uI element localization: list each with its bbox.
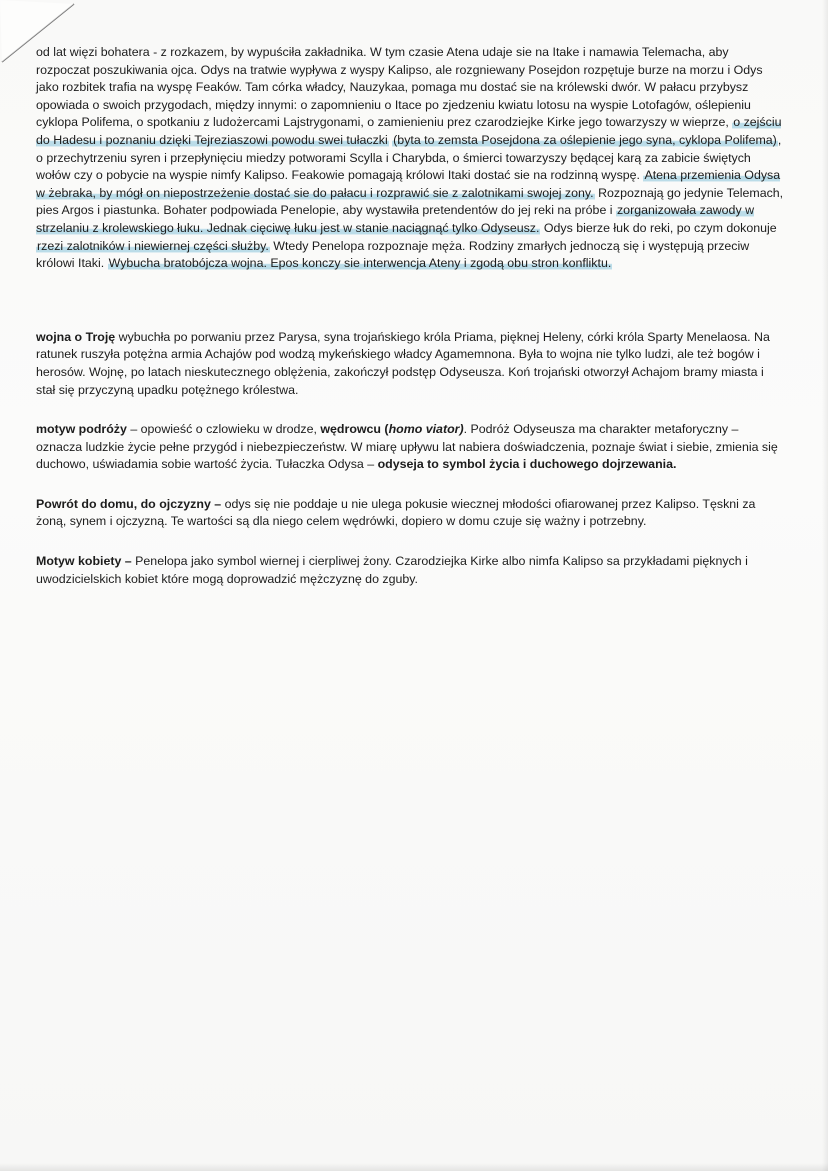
document-body <box>36 44 784 588</box>
page-edge-shadow-bottom <box>0 1163 828 1171</box>
summary-text-5: Odys bierze łuk do reki, po czym dokonuje <box>540 220 777 235</box>
odyssey-symbol-bold: odyseja to symbol życia i duchowego dojrzewania. <box>377 457 677 472</box>
troy-war-paragraph <box>36 329 784 399</box>
journey-motif-paragraph <box>36 421 784 474</box>
odyssey-summary-paragraph <box>36 44 784 273</box>
page-edge-shadow-right <box>822 0 828 1171</box>
highlight-hades: o zejściu do Hadesu i poznaniu dzięki Tejreziaszowi powodu swei tułaczki <box>36 115 782 147</box>
summary-text-4: Rozpoznają go jedynie Telemach, pies Argos i piastunka. Bohater podpowiada Penelopie, aby wystawiła pretendentów do jej reki na próbe i <box>36 185 784 218</box>
troy-war-text: wybuchła po porwaniu przez Parysa, syna trojańskiego króla Priama, pięknej Heleny, córki króla Sparty Menelaosa. Na ratunek ruszyła potężna armia Achajów pod wodzą mykeńskiego władcy Agamemnona. Była to wojna nie tylko ludzi, ale też bogów i herosów. Wojnę, po latach nieskutecznego oblężenia, zakończył podstęp Odyseusza. Koń trojański otworzył Achajom bramy miasta i stał się przyczyną upadku potężnego królestwa. <box>36 329 770 397</box>
journey-motif-heading: motyw podróży <box>36 422 127 437</box>
homecoming-paragraph <box>36 496 784 531</box>
troy-war-heading: wojna o Troję <box>36 329 116 344</box>
highlight-war-ending: Wybucha bratobójcza wojna. Epos konczy sie interwencja Ateny i zgodą obu stron konfliktu. <box>108 256 612 271</box>
summary-text-3: , o przechytrzeniu syren i przepłynięciu miedzy potworami Scylla i Charybda, o śmierci towarzyszy będącej karą za zabicie świętych wołów czy o pobycie na wyspie nimfy Kalipso. Feakowie pomagają królowi Itaki dostać sie na rodzinną wyspę. <box>36 132 782 183</box>
homecoming-heading: Powrót do domu, do ojczyzny – <box>36 496 222 511</box>
highlight-athena-beggar: Atena przemienia Odysa w żebraka, by mógł on niepostrzeżenie dostać sie do pałacu i rozprawić sie z zalotnikami swojej zony. <box>36 168 781 200</box>
highlight-bow-contest: zorganizowała zawody w strzelaniu z krolewskiego łuku. Jednak cięciwę łuku jest w stanie naciągnąć tylko Odyseusz. <box>36 203 755 235</box>
journey-motif-dash: – opowieść o czlowieku w drodze, <box>126 422 321 437</box>
homo-viator-italic: homo viator) <box>388 422 464 437</box>
wanderer-label: wędrowcu ( <box>320 422 389 437</box>
journey-wanderer-bold <box>320 422 463 436</box>
journey-motif-text: . Podróż Odyseusza ma charakter metaforyczny – oznacza ludzkie życie pełne przygód i niebezpieczeństw. W miarę upływu lat nabiera doświadczenia, poznaje świat i siebie, zmienia się duchowo, uświadamia sobie wartość życia. Tułaczka Odysa – <box>36 422 778 472</box>
woman-motif-heading: Motyw kobiety – <box>36 554 132 569</box>
summary-text-6: Wtedy Penelopa rozpoznaje męża. Rodziny zmarłych jednoczą się i występują przeciw królowi Itaki. <box>36 238 750 271</box>
woman-motif-paragraph <box>36 553 784 588</box>
highlight-slaughter: rzezi zalotników i niewiernej części służby. <box>37 238 269 253</box>
highlight-poseidon-revenge: (byta to zemsta Posejdona za oślepienie jego syna, cyklopa Polifema) <box>393 132 777 147</box>
summary-text-1: od lat więzi bohatera - z rozkazem, by wypuściła zakładnika. W tym czasie Atena udaje sie na Itake i namawia Telemacha, aby rozpoczat poszukiwania ojca. Odys na tratwie wypływa z wyspy Kalipso, ale rozgniewany Posejdon rozpętuje burze na morzu i Odys jako rozbitek trafia na wyspę Feaków. Tam córka władcy, Nauzykaa, pomaga mu dostać sie na królewski dwór. W pałacu przybysz opowiada o swoich przygodach, między innymi: o zapomnieniu o Itace po zjedzeniu kwiatu lotosu na wyspie Lotofagów, oślepieniu cyklopa Polifema, o spotkaniu z ludożercami Lajstrygonami, o zamienieniu prez czarodziejke Kirke jego towarzyszy w wieprze, <box>36 45 763 130</box>
woman-motif-text: Penelopa jako symbol wiernej i cierpliwej żony. Czarodziejka Kirke albo nimfa Kalipso sa przykładami pięknych i uwodzicielskich kobiet które mogą doprowadzić mężczyznę do zguby. <box>36 554 748 586</box>
homecoming-text: odys się nie poddaje u nie ulega pokusie wiecznej młodości ofiarowanej przez Kalipso. Tęskni za żoną, synem i ojczyzną. Te wartości są dla niego celem wędrówki, dopiero w domu czuje się ważny i potrzebny. <box>36 496 756 529</box>
